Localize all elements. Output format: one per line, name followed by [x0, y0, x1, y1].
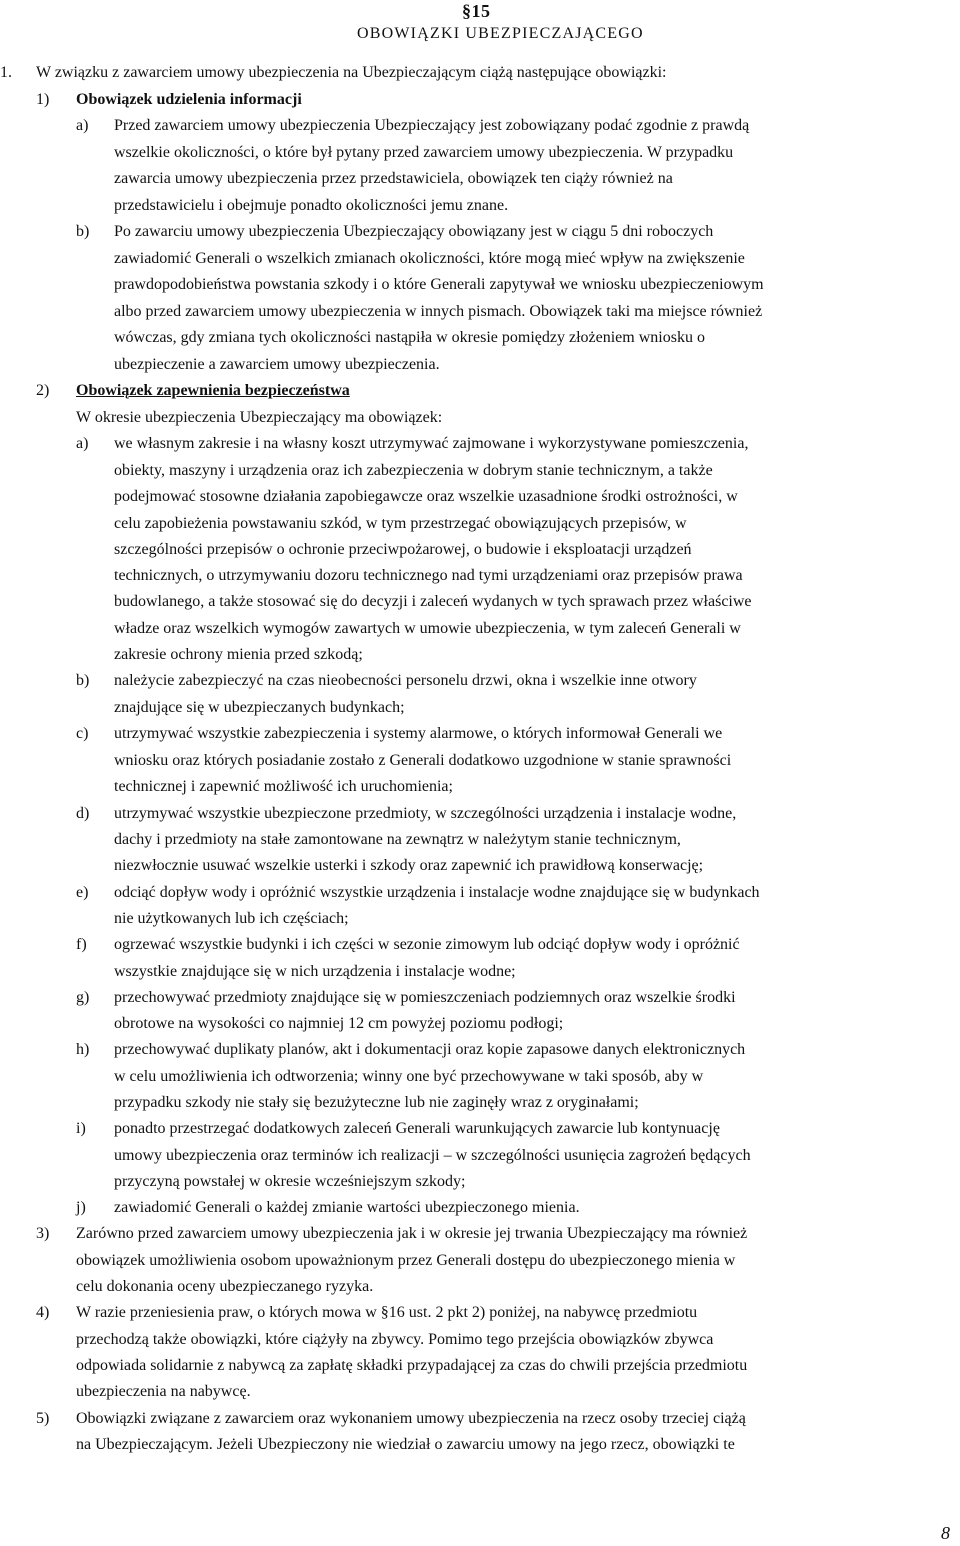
item-2a-line: we własnym zakresie i na własny koszt utrzymywać zajmowane i wykorzystywane pomieszczenia, — [114, 435, 749, 452]
subsection-1-title: Obowiązek udzielenia informacji — [76, 91, 302, 108]
item-1a-line: zawarcia umowy ubezpieczenia przez przedstawiciela, obowiązek ten ciąży również na — [114, 170, 673, 187]
item-2c-line: technicznej i zapewnić możliwość ich uruchomienia; — [114, 778, 453, 795]
item-2a-line: budowlanego, a także stosować się do decyzji i zaleceń wydanych w tych sprawach przez właściwe — [114, 593, 752, 610]
item-1a-line: wszelkie okoliczności, o które był pytany przed zawarciem umowy ubezpieczenia. W przypadku — [114, 144, 734, 161]
item-2h-line: przypadku szkody nie stały się bezużyteczne lub nie zaginęły wraz z oryginałami; — [114, 1094, 639, 1111]
point-1-number: 1. — [0, 64, 12, 81]
item-1b-line: ubezpieczenie a zawarciem umowy ubezpieczenia. — [114, 356, 440, 373]
item-2a-line: celu zapobieżenia powstawaniu szkód, w tym przestrzegać obowiązujących przepisów, w — [114, 515, 687, 532]
subsection-5-number: 5) — [36, 1410, 50, 1427]
item-1b-line: prawdopodobieństwa powstania szkody i o które Generali zapytywał we wniosku ubezpieczeniowym — [114, 276, 764, 293]
item-2a-line: technicznych, o utrzymywaniu dozoru technicznego nad tymi urządzeniami oraz przepisów prawa — [114, 567, 743, 584]
item-2c-line: utrzymywać wszystkie zabezpieczenia i systemy alarmowe, o których informował Generali we — [114, 725, 723, 742]
item-2h-line: przechowywać duplikaty planów, akt i dokumentacji oraz kopie zapasowe danych elektronicznych — [114, 1041, 746, 1058]
section-number: §15 — [462, 1, 491, 21]
item-2e-line: odciąć dopływ wody i opróżnić wszystkie urządzenia i instalacje wodne znajdujące się w budynkach — [114, 884, 760, 901]
subsection-5-line: Obowiązki związane z zawarciem oraz wykonaniem umowy ubezpieczenia na rzecz osoby trzeciej ciążą — [76, 1410, 746, 1427]
subsection-1-number: 1) — [36, 91, 50, 108]
item-2g-line: przechowywać przedmioty znajdujące się w pomieszczeniach podziemnych oraz wszelkie środki — [114, 989, 736, 1006]
item-2a-letter: a) — [76, 435, 89, 452]
subsection-4-line: W razie przeniesienia praw, o których mowa w §16 ust. 2 pkt 2) poniżej, na nabywcę przedmiotu — [76, 1304, 698, 1321]
subsection-5-line: na Ubezpieczającym. Jeżeli Ubezpieczony nie wiedział o zawarciu umowy na jego rzecz, obowiązki te — [76, 1436, 735, 1453]
item-2a-line: szczególności przepisów o ochronie przeciwpożarowej, o budowie i eksploatacji urządzeń — [114, 541, 692, 558]
item-2e-line: nie użytkowanych lub ich częściach; — [114, 910, 349, 927]
subsection-3-line: celu dokonania oceny ubezpieczanego ryzyka. — [76, 1278, 374, 1295]
item-2g-letter: g) — [76, 989, 90, 1006]
subsection-3-line: obowiązek umożliwienia osobom upoważnionym przez Generali dostępu do ubezpieczonego mienia w — [76, 1252, 736, 1269]
item-2i-line: umowy ubezpieczenia oraz terminów ich realizacji – w szczególności usunięcia zagrożeń będących — [114, 1147, 751, 1164]
item-2d-line: utrzymywać wszystkie ubezpieczone przedmioty, w szczególności urządzenia i instalacje wodne, — [114, 805, 737, 822]
item-2g-line: obrotowe na wysokości co najmniej 12 cm powyżej poziomu podłogi; — [114, 1015, 564, 1032]
item-1a-line: Przed zawarciem umowy ubezpieczenia Ubezpieczający jest zobowiązany podać zgodnie z prawdą — [114, 117, 750, 134]
item-2a-line: obiekty, maszyny i urządzenia oraz ich zabezpieczenia w dobrym stanie technicznym, a także — [114, 462, 713, 479]
item-2c-letter: c) — [76, 725, 89, 742]
item-2i-line: przyczyną powstałej w okresie wcześniejszym szkody; — [114, 1173, 466, 1190]
item-2d-letter: d) — [76, 805, 90, 822]
subsection-2-title: Obowiązek zapewnienia bezpieczeństwa — [76, 382, 350, 399]
item-2a-line: zakresie ochrony mienia przed szkodą; — [114, 646, 363, 663]
item-1b-letter: b) — [76, 223, 90, 240]
item-2j-line: zawiadomić Generali o każdej zmianie wartości ubezpieczonego mienia. — [114, 1199, 580, 1216]
item-2a-line: władze oraz wszelkich wymogów zawartych w umowie ubezpieczenia, w tym zaleceń Generali w — [114, 620, 741, 637]
item-2f-line: ogrzewać wszystkie budynki i ich części w sezonie zimowym lub odciąć dopływ wody i opróżnić — [114, 936, 740, 953]
item-2i-letter: i) — [76, 1120, 86, 1137]
subsection-4-number: 4) — [36, 1304, 50, 1321]
item-2h-letter: h) — [76, 1041, 90, 1058]
item-2j-letter: j) — [76, 1199, 86, 1216]
subsection-3-number: 3) — [36, 1225, 50, 1242]
item-1b-line: Po zawarciu umowy ubezpieczenia Ubezpieczający obowiązany jest w ciągu 5 dni roboczych — [114, 223, 714, 240]
subsection-4-line: odpowiada solidarnie z nabywcą za zapłatę składki przypadającej za czas do chwili przejścia przedmiotu — [76, 1357, 748, 1374]
section-title: OBOWIĄZKI UBEZPIECZAJĄCEGO — [357, 25, 644, 42]
item-2b-line: znajdujące się w ubezpieczanych budynkach; — [114, 699, 405, 716]
item-2b-letter: b) — [76, 672, 90, 689]
subsection-2-intro: W okresie ubezpieczenia Ubezpieczający ma obowiązek: — [76, 409, 443, 426]
subsection-4-line: przechodzą także obowiązki, które ciążyły na zbywcy. Pomimo tego przejścia obowiązków zbywca — [76, 1331, 714, 1348]
item-2d-line: niezwłocznie usuwać wszelkie usterki i szkody oraz zapewnić ich prawidłową konserwację; — [114, 857, 704, 874]
item-2d-line: dachy i przedmioty na stałe zamontowane na zewnątrz w należytym stanie technicznym, — [114, 831, 681, 848]
item-1a-letter: a) — [76, 117, 89, 134]
item-1b-line: zawiadomić Generali o wszelkich zmianach okoliczności, które mogą mieć wpływ na zwiększenie — [114, 250, 745, 267]
subsection-3-line: Zarówno przed zawarciem umowy ubezpieczenia jak i w okresie jej trwania Ubezpieczający ma również — [76, 1225, 748, 1242]
point-1-text: W związku z zawarciem umowy ubezpieczenia na Ubezpieczającym ciążą następujące obowiązki: — [36, 64, 667, 81]
item-1a-line: przedstawicielu i obejmuje ponadto okoliczności jemu znane. — [114, 197, 509, 214]
subsection-4-line: ubezpieczenia na nabywcę. — [76, 1383, 251, 1400]
item-2a-line: podejmować stosowne działania zapobiegawcze oraz wszelkie uzasadnione środki ostrożności, w — [114, 488, 738, 505]
item-2h-line: w celu umożliwienia ich odtworzenia; winny one być przechowywane w taki sposób, aby w — [114, 1068, 704, 1085]
item-2c-line: wniosku oraz których posiadanie zostało z Generali dodatkowo uzgodnione w stanie sprawności — [114, 752, 732, 769]
item-2f-letter: f) — [76, 936, 87, 953]
item-2e-letter: e) — [76, 884, 89, 901]
item-2b-line: należycie zabezpieczyć na czas nieobecności personelu drzwi, okna i wszelkie inne otwory — [114, 672, 697, 689]
subsection-2-number: 2) — [36, 382, 50, 399]
item-1b-line: wówczas, gdy zmiana tych okoliczności nastąpiła w okresie pomiędzy złożeniem wniosku o — [114, 329, 705, 346]
page-number: 8 — [941, 1523, 950, 1543]
item-2i-line: ponadto przestrzegać dodatkowych zaleceń Generali warunkujących zawarcie lub kontynuację — [114, 1120, 720, 1137]
item-2f-line: wszystkie znajdujące się w nich urządzenia i instalacje wodne; — [114, 963, 516, 980]
item-1b-line: albo przed zawarciem umowy ubezpieczenia w innych pismach. Obowiązek taki ma miejsce również — [114, 303, 763, 320]
